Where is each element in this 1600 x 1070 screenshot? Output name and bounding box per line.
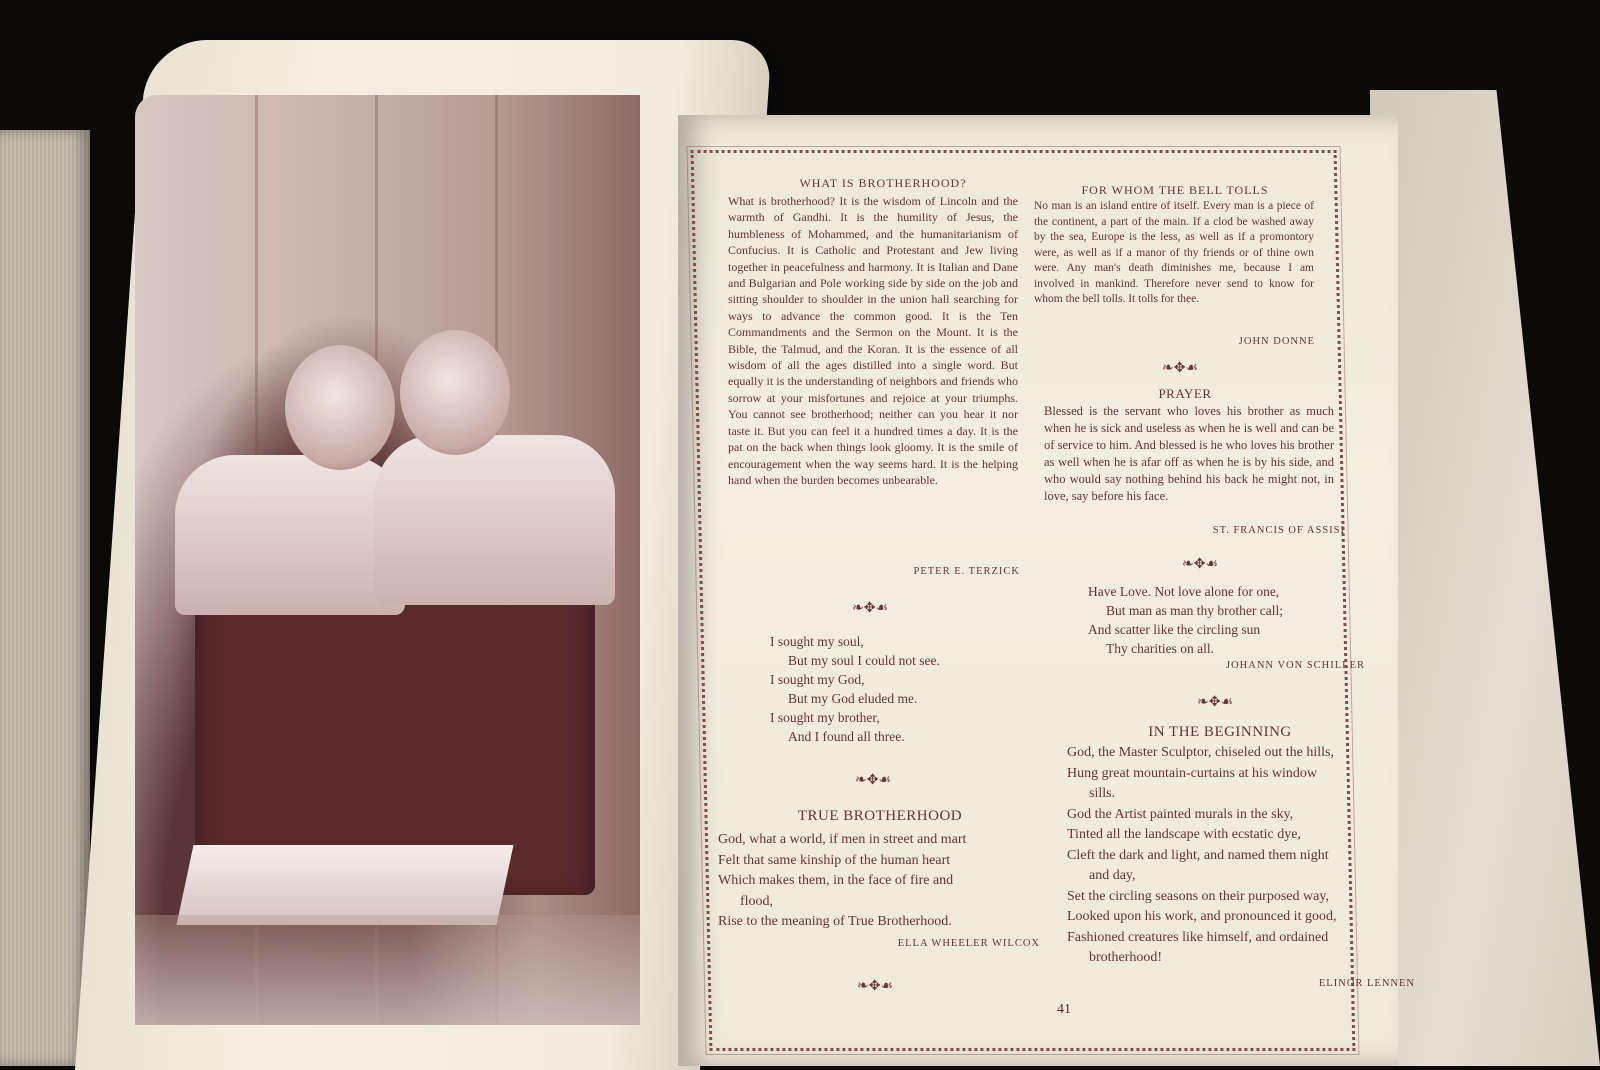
author-francis: ST. FRANCIS OF ASSISI [1212, 525, 1345, 536]
poem-line: I sought my God, [770, 672, 865, 687]
author-wilcox: ELLA WHEELER WILCOX [897, 938, 1040, 949]
poem-line: sills. [1089, 786, 1116, 801]
poem-line: And scatter like the circling sun [1088, 622, 1261, 637]
poem-sought-my-soul [770, 632, 940, 746]
poem-line: Which makes them, in the face of fire and [718, 873, 954, 888]
boy-left [285, 345, 395, 470]
boy-right [400, 330, 510, 455]
poem-line: Thy charities on all. [1106, 641, 1214, 656]
poem-line: Rise to the meaning of True Brotherhood. [718, 914, 952, 929]
poem-line: Fashioned creatures like himself, and ordained [1067, 929, 1329, 945]
poem-line: But man as man thy brother call; [1106, 603, 1283, 618]
poem-line: God, the Master Sculptor, chiseled out the hills, [1067, 745, 1334, 760]
poem-line: God the Artist painted murals in the sky, [1067, 806, 1294, 822]
poem-line: Looked upon his work, and pronounced it good, [1067, 909, 1337, 924]
books [176, 845, 513, 925]
poem-line: But my God eluded me. [788, 691, 918, 706]
poem-line: Cleft the dark and light, and named them night [1067, 847, 1329, 863]
title-bell-tolls: FOR WHOM THE BELL TOLLS [1081, 183, 1269, 197]
poem-line: Have Love. Not love alone for one, [1088, 584, 1280, 599]
author-schiller: JOHANN VON SCHILLER [1226, 660, 1365, 671]
title-true-brotherhood: TRUE BROTHERHOOD [797, 808, 963, 824]
author-terzick: PETER E. TERZICK [913, 566, 1020, 577]
author-lennen: ELINOR LENNEN [1318, 978, 1415, 989]
body-what-is-brotherhood: What is brotherhood? It is the wisdom of Lincoln and the warmth of Gandhi. It is the humility of Jesus, the humbleness of Mohammed, and the humanitarianism of Confucius. It is Catholic and Protestant and Jew living together in peacefulness and harmony. It is Italian and Dane and Bulgarian and Pole working side by side on the job and sitting shoulder to shoulder in the union hall searching for ways to advance the common good. It is the Ten Commandments and the Sermon on the Mount. It is the Bible, the Talmud, and the Koran. It is the essence of all wisdom of all the ages distilled into a single word. But equally it is the understanding of neighbors and friends who sorrow at your misfortunes and rejoice at your triumphs. You cannot see brotherhood; neither can you hear it nor taste it. But you can feel it a hundred times a day. It is the pat on the back when things look gloomy. It is the smile of encouragement when the way seems hard. It is the helping hand when the burden becomes unbearable. [728, 194, 1018, 487]
book-cover-left [0, 130, 90, 1066]
title-what-is-brotherhood: WHAT IS BROTHERHOOD? [799, 176, 967, 190]
ornament-4: ❧✥☙ [1161, 361, 1198, 376]
poem-line: And I found all three. [788, 729, 905, 744]
poem-in-the-beginning [1067, 743, 1407, 969]
page-number: 41 [1057, 1002, 1071, 1017]
title-prayer: PRAYER [1158, 386, 1212, 401]
body-bell-tolls: No man is an island entire of itself. Every man is a piece of the continent, a part of the main. If a clod be washed away by the sea, Europe is the less, as well as if a promontory were, as well as if a manor of thy friends or of thine own were. Any man's death diminishes me, because I am involved in mankind. Therefore never send to know for whom the bell tolls. It tolls for thee. [1034, 200, 1314, 305]
poem-line: flood, [740, 893, 774, 909]
poem-line: But my soul I could not see. [788, 653, 940, 668]
ornament-1: ❧✥☙ [851, 601, 888, 616]
ornament-5: ❧✥☙ [1181, 557, 1218, 572]
poem-line: God, what a world, if men in street and mart [718, 832, 967, 847]
ornament-6: ❧✥☙ [1196, 695, 1233, 710]
poem-line: Set the circling seasons on their purposed way, [1067, 888, 1329, 904]
ornament-2: ❧✥☙ [854, 773, 891, 788]
photograph-two-boys [135, 95, 640, 1025]
author-donne: JOHN DONNE [1238, 336, 1315, 347]
poem-have-love [1088, 582, 1283, 658]
poem-line: I sought my brother, [770, 710, 880, 725]
poem-line: brotherhood! [1089, 950, 1163, 965]
poem-line: Tinted all the landscape with ecstatic dye, [1067, 827, 1301, 842]
poem-line: I sought my soul, [770, 634, 864, 649]
poem-line: Felt that same kinship of the human heart [718, 852, 951, 868]
poem-line: Hung great mountain-curtains at his window [1067, 765, 1318, 781]
poem-line: and day, [1089, 868, 1136, 883]
body-prayer: Blessed is the servant who loves his brother as much when he is sick and useless as when he is well and can be of service to him. And blessed is he who loves his brother as well when he is afar off as when he is by his side, and who would say nothing behind his back he might not, in love, say before his face. [1044, 404, 1334, 503]
title-in-the-beginning: IN THE BEGINNING [1148, 724, 1292, 740]
poem-true-brotherhood [718, 830, 1038, 933]
ornament-3: ❧✥☙ [856, 979, 893, 994]
